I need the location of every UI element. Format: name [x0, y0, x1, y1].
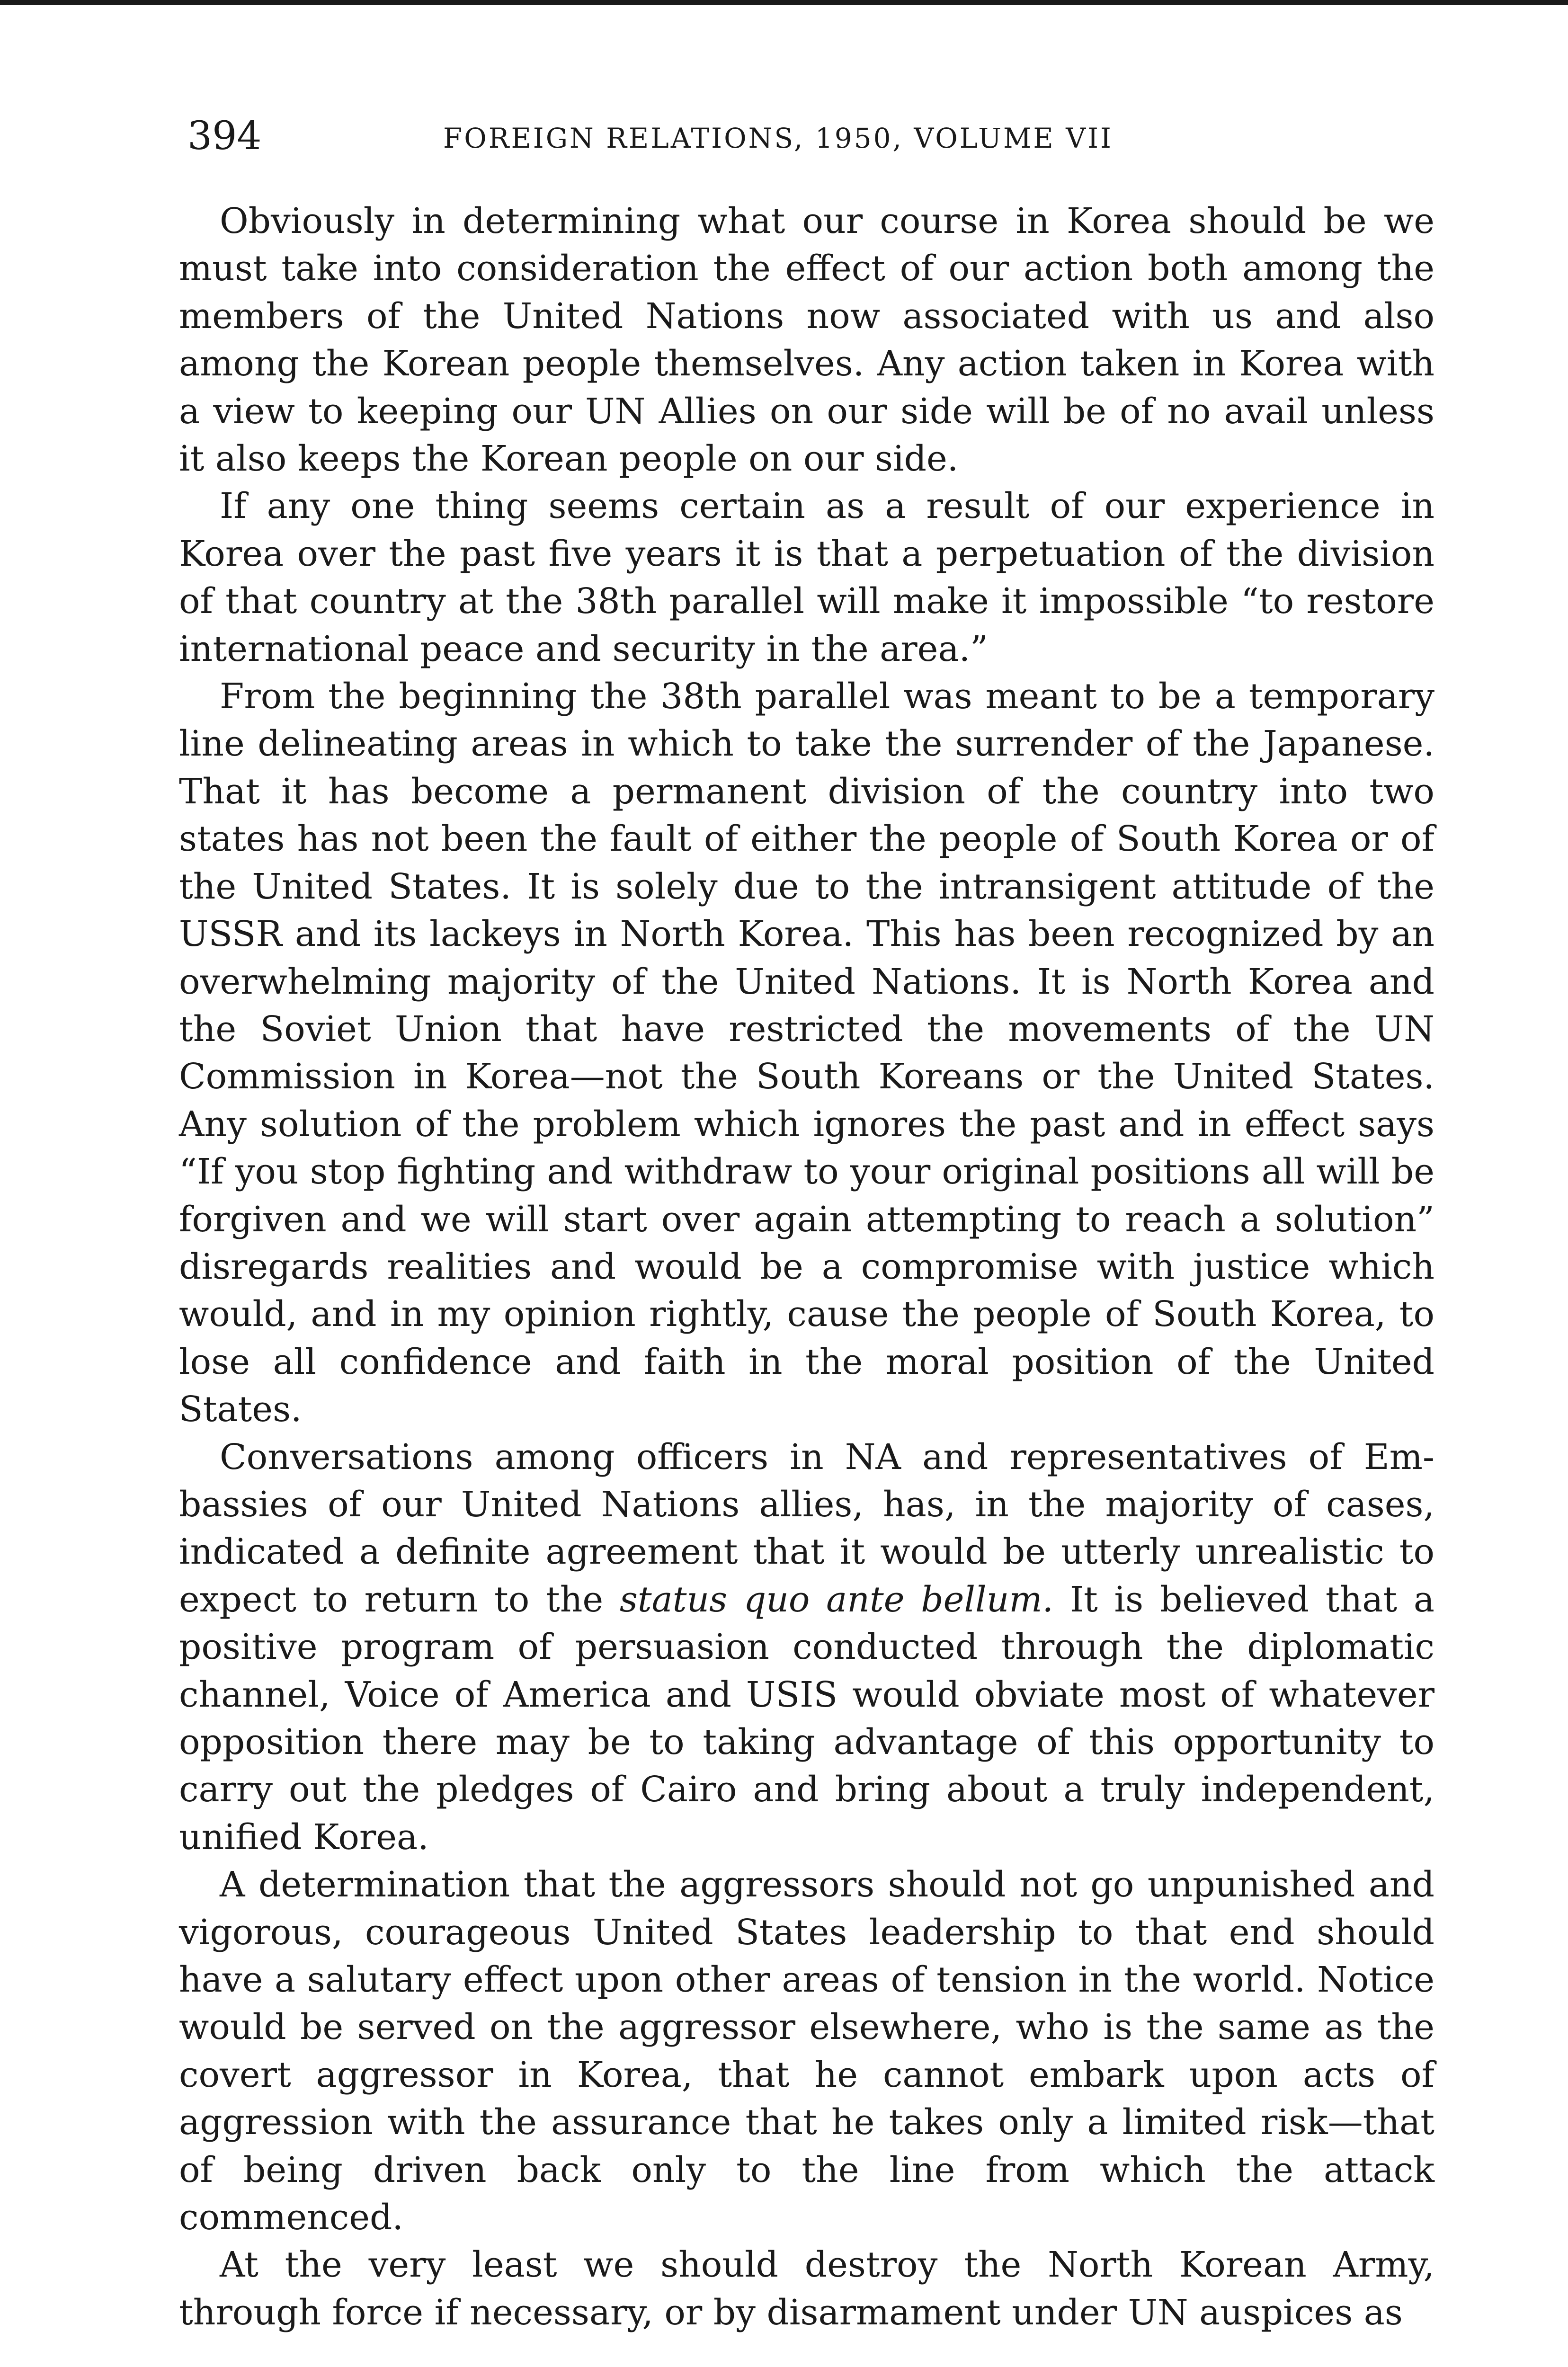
paragraph-text: Conversations among officers in NA and representatives of Embassies of our United Nations allies, has, in the majority of cases, indicated a definite agreement that it would be utterly unrealistic to expect to return to the — [179, 1436, 1434, 1620]
top-border — [0, 0, 1568, 5]
paragraph — [179, 1433, 1434, 1861]
paragraph: A determination that the aggressors should not go unpunished and vigorous, courageous United States leadership to that end should have a salutary effect upon other areas of tension in the world. Notice would be served on the aggressor elsewhere, who is the same as the covert aggressor in Korea, that he cannot embark upon acts of aggression with the assurance that he takes only a limited risk—that of being driven back only to the line from which the attack commenced. — [179, 1864, 1434, 2238]
paragraph: Obviously in determining what our course in Korea should be we must take into consideration the effect of our action both among the members of the United Nations now associated with us and also among the Korean people themselves. Any action taken in Korea with a view to keeping our UN Allies on our side will be of no avail unless it also keeps the Korean people on our side. — [179, 201, 1434, 480]
page-number: 394 — [187, 114, 262, 159]
body-text — [179, 197, 1434, 2336]
paragraph: At the very least we should destroy the North Korean Army, through force if necessary, or by disarmament under UN auspices as — [179, 2244, 1434, 2333]
running-title: FOREIGN RELATIONS, 1950, VOLUME VII — [443, 122, 1113, 154]
running-head — [187, 113, 1248, 165]
paragraph-text: It is believed that a positive program of persuasion conducted through the diplomatic channel, Voice of America and USIS would obviate most of whatever opposition there may be to taking advantage of this opportunity to carry out the pledges of Cairo and bring about a truly independent, unified Korea. — [179, 1579, 1434, 1858]
paragraph: If any one thing seems certain as a result of our experience in Korea over the past five years it is that a perpetuation of the division of that country at the 38th parallel will make it impossible “to restore international peace and security in the area.” — [179, 486, 1434, 669]
latin-phrase: status quo ante bellum. — [619, 1579, 1054, 1620]
paragraph: From the beginning the 38th parallel was meant to be a temporary line delineating areas in which to take the surrender of the Japanese. That it has become a permanent division of the country into two states has not been the fault of either the people of South Korea or of the United States. It is solely due to the intransigent attitude of the USSR and its lackeys in North Korea. This has been recognized by an overwhelming majority of the United Nations. It is North Korea and the Soviet Union that have restricted the movements of the UN Commission in Korea—not the South Koreans or the United States. Any solution of the problem which ignores the past and in effect says “If you stop fighting and withdraw to your original positions all will be forgiven and we will start over again attempting to reach a solution” disregards realities and would be a compromise with justice which would, and in my opinion rightly, cause the people of South Korea, to lose all confidence and faith in the moral position of the United States. — [179, 676, 1434, 1430]
